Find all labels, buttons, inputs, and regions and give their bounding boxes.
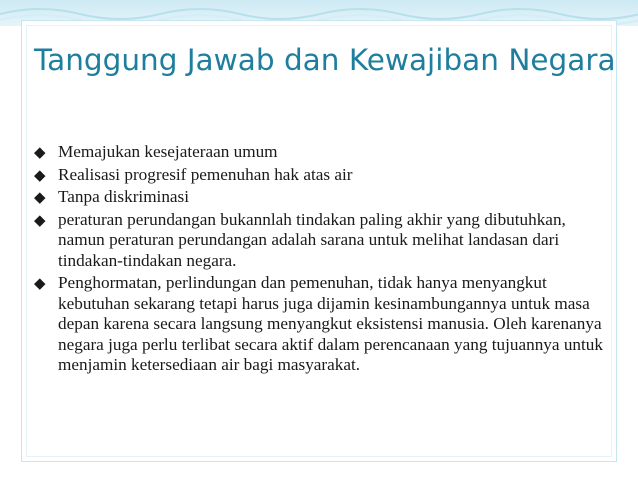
bullet-list <box>34 142 604 378</box>
bullet-text: Memajukan kesejateraan umum <box>58 142 278 161</box>
diamond-bullet-icon: ◆ <box>34 274 46 292</box>
bullet-item <box>34 210 604 272</box>
bullet-text: peraturan perundangan bukannlah tindakan paling akhir yang dibutuhkan, namun peraturan perundangan adalah sarana untuk melihat landasan dari tindakan-tindakan negara. <box>58 209 566 270</box>
bullet-item <box>34 273 604 376</box>
diamond-bullet-icon: ◆ <box>34 165 46 184</box>
diamond-bullet-icon: ◆ <box>34 210 46 229</box>
bullet-text: Tanpa diskriminasi <box>58 187 190 206</box>
diamond-bullet-icon: ◆ <box>34 188 46 206</box>
bullet-item <box>34 165 604 186</box>
bullet-text: Realisasi progresif pemenuhan hak atas air <box>58 164 353 184</box>
bullet-text: Penghormatan, perlindungan dan pemenuhan, tidak hanya menyangkut kebutuhan sekarang tetapi harus juga dijamin kesinambungannya untuk masa depan karena secara langsung menyangkut eksistensi manusia. Oleh karenanya negara juga perlu terlibat secara aktif dalam perencanaan yang tujuannya untuk menjamin ketersediaan air bagi masyarakat. <box>58 273 603 374</box>
bullet-item <box>34 142 604 163</box>
diamond-bullet-icon: ◆ <box>34 143 46 161</box>
bullet-item <box>34 187 604 208</box>
slide-title: Tanggung Jawab dan Kewajiban Negara <box>34 43 616 77</box>
